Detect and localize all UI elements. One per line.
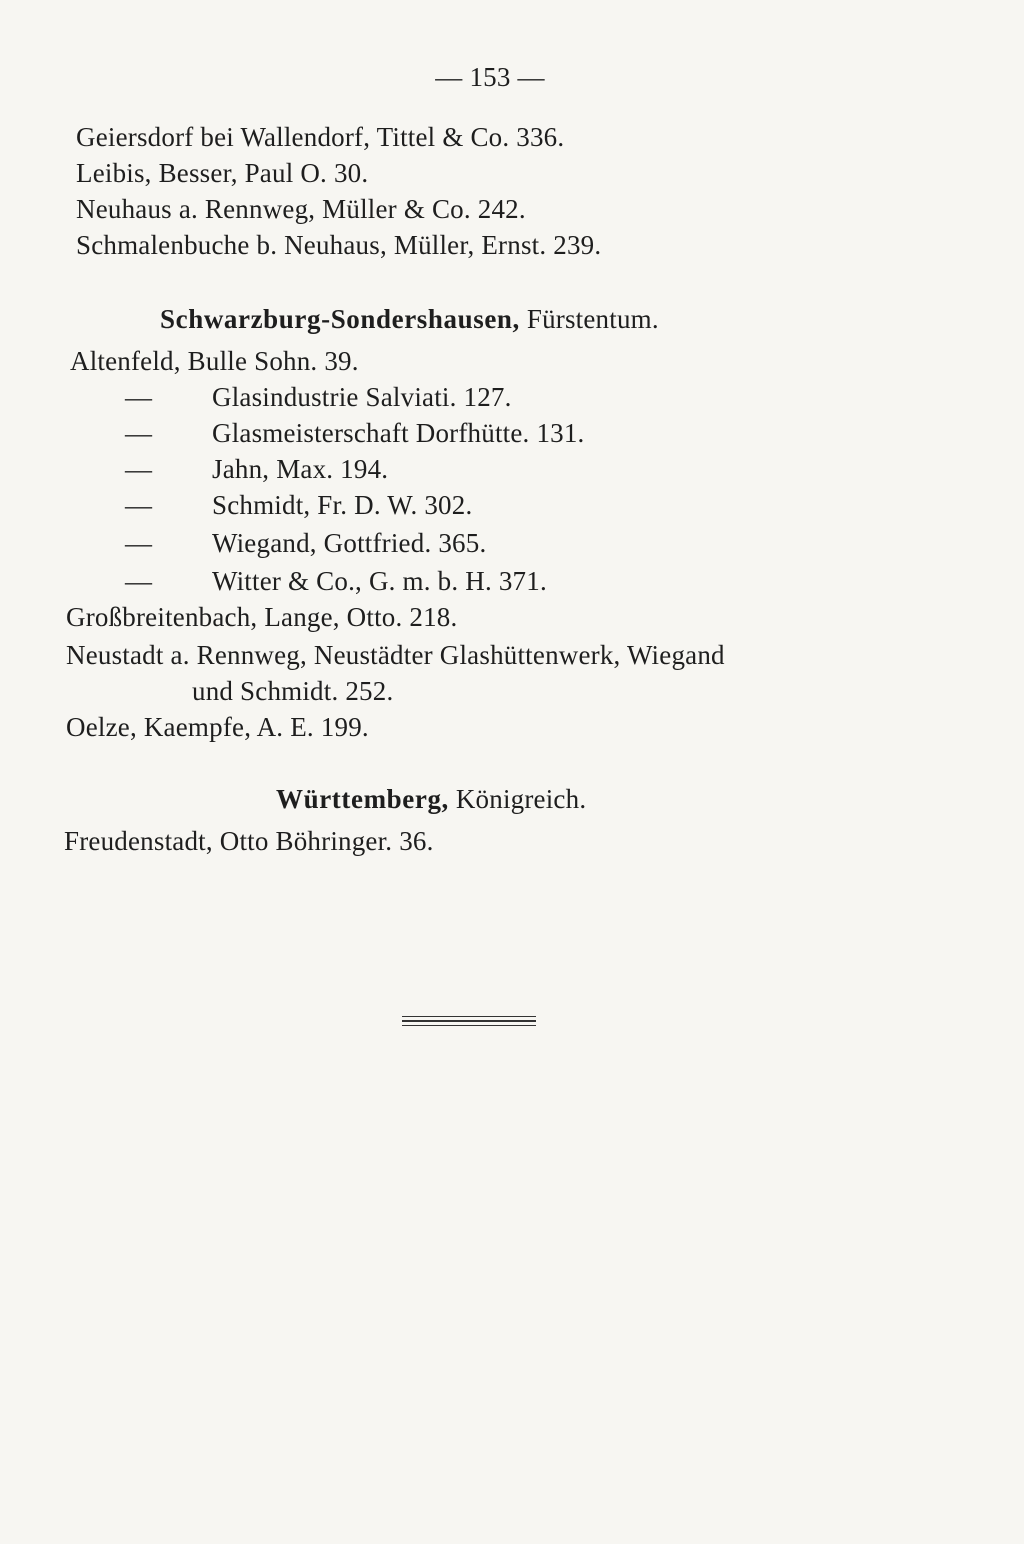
ditto-dash: —: [125, 418, 153, 448]
heading-bold: Württemberg,: [276, 784, 449, 814]
page-number: — 153 —: [435, 62, 545, 92]
ditto-dash: —: [125, 566, 153, 596]
entry-oelze: Oelze, Kaempfe, A. E. 199.: [66, 712, 369, 742]
entry-schmalenbuche: Schmalenbuche b. Neuhaus, Müller, Ernst. 239.: [76, 230, 602, 260]
sub-entry-text: Wiegand, Gottfried. 365.: [212, 528, 487, 558]
heading-bold: Schwarzburg-Sondershausen,: [160, 304, 520, 334]
ditto-dash: —: [125, 490, 153, 520]
sub-entry-text: Jahn, Max. 194.: [212, 454, 389, 484]
sub-entry-text: Glasindustrie Salviati. 127.: [212, 382, 512, 412]
closing-rule-middle: [402, 1020, 536, 1022]
ditto-dash: —: [125, 528, 153, 558]
closing-rule-bottom: [402, 1025, 536, 1026]
ditto-dash: —: [125, 382, 153, 412]
sub-entry-text: Witter & Co., G. m. b. H. 371.: [212, 566, 547, 596]
sub-entry-text: Glasmeisterschaft Dorfhütte. 131.: [212, 418, 585, 448]
entry-neustadt-continued: und Schmidt. 252.: [192, 676, 394, 706]
entry-geiersdorf: Geiersdorf bei Wallendorf, Tittel & Co. 336.: [76, 122, 565, 152]
entry-neuhaus: Neuhaus a. Rennweg, Müller & Co. 242.: [76, 194, 526, 224]
entry-freudenstadt: Freudenstadt, Otto Böhringer. 36.: [64, 826, 434, 856]
entry-leibis: Leibis, Besser, Paul O. 30.: [76, 158, 369, 188]
entry-altenfeld: Altenfeld, Bulle Sohn. 39.: [70, 346, 359, 376]
sub-entry-text: Schmidt, Fr. D. W. 302.: [212, 490, 473, 520]
heading-rest: Königreich.: [455, 784, 587, 814]
closing-rule-top: [402, 1016, 536, 1017]
section-heading-wuerttemberg: [276, 782, 586, 816]
ditto-dash: —: [125, 454, 153, 484]
entry-grossbreitenbach: Großbreitenbach, Lange, Otto. 218.: [66, 602, 458, 632]
heading-rest: Fürstentum.: [526, 304, 659, 334]
entry-neustadt: Neustadt a. Rennweg, Neustädter Glashüttenwerk, Wiegand: [66, 640, 725, 670]
section-heading-schwarzburg: [160, 302, 659, 336]
